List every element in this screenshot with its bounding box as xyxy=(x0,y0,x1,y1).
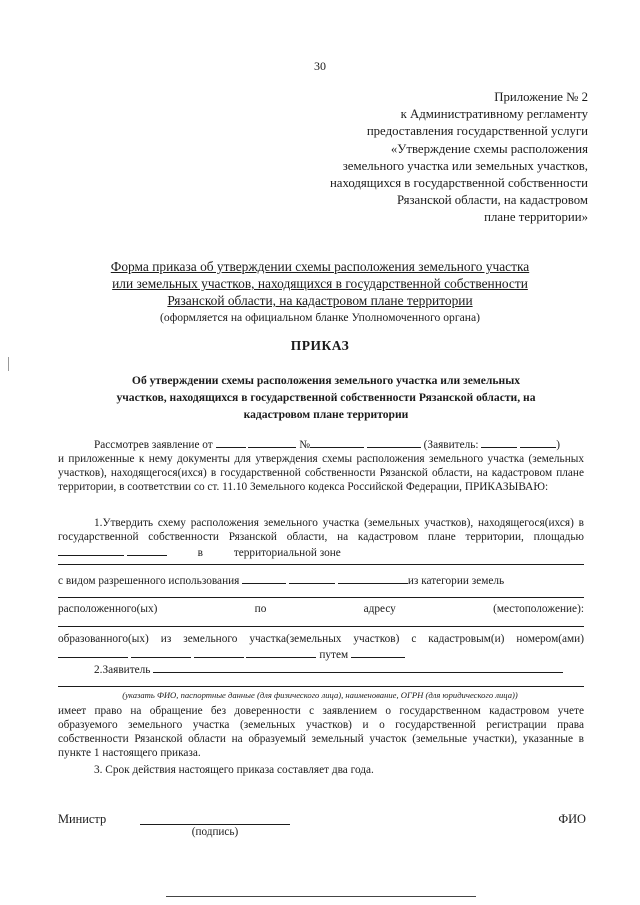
considered-label: Рассмотрев заявление от xyxy=(94,439,213,451)
approve-text: 1.Утвердить схему расположения земельного участка (земельных участков), находящегося(ихся) в государственной собственности Рязанской области, на кадастровом плане территории, площадью xyxy=(58,517,584,543)
paragraph-considered xyxy=(58,437,584,495)
applicant-name-blank xyxy=(153,662,563,673)
applicant-label: 2.Заявитель xyxy=(94,664,151,676)
category-blank-line xyxy=(58,597,584,598)
heading-line: кадастровом плане территории xyxy=(243,407,409,421)
applicant-blank xyxy=(481,437,517,448)
address-label: адресу xyxy=(363,603,396,615)
form-title-line: или земельных участков, находящихся в государственной собственности xyxy=(112,276,528,291)
path-blank xyxy=(351,647,405,658)
applicant-label: (Заявитель: xyxy=(423,439,479,451)
area-blank xyxy=(58,545,124,556)
cadastral-blank-2 xyxy=(131,647,191,658)
paragraph-line xyxy=(58,662,584,678)
date-blank xyxy=(248,437,296,448)
form-title-line: Рязанской области, на кадастровом плане территории xyxy=(167,293,473,308)
cadastral-blank-3 xyxy=(194,647,244,658)
applicant-caption: (указать ФИО, паспортные данные (для физического лица), наименование, ОГРН (для юридического лица)) xyxy=(122,690,518,700)
area-blank-2 xyxy=(127,545,167,556)
signer-title: Министр xyxy=(58,812,107,826)
zone-blank-line xyxy=(58,564,584,565)
signature-caption: (подпись) xyxy=(191,826,239,838)
number-blank-2 xyxy=(367,437,421,448)
in-word: в xyxy=(197,546,203,559)
usage-blank-2 xyxy=(289,573,335,584)
appendix-line: Приложение № 2 xyxy=(494,90,588,104)
form-title xyxy=(0,258,640,326)
paragraph-usage xyxy=(58,573,584,598)
paragraph-text xyxy=(58,517,584,561)
appendix-line: к Административному регламенту xyxy=(400,107,588,122)
appendix-line: предоставления государственной услуги xyxy=(366,124,588,139)
paragraph-location xyxy=(58,603,584,617)
located-label: расположенного(ых) xyxy=(58,603,158,615)
scan-edge-line xyxy=(166,896,476,897)
address-blank-line xyxy=(58,626,584,627)
order-heading xyxy=(82,373,570,423)
scan-margin-mark xyxy=(8,357,9,371)
form-title-note: (оформляется на официальном бланке Уполномоченного органа) xyxy=(160,311,480,324)
number-blank xyxy=(310,437,364,448)
page-number: 30 xyxy=(314,59,326,73)
signer-name: ФИО xyxy=(558,812,586,826)
location-label: (местоположение): xyxy=(493,603,584,615)
paragraph-term: 3. Срок действия настоящего приказа составляет два года. xyxy=(94,764,374,776)
heading-line: участков, находящихся в государственной собственности Рязанской области, на xyxy=(116,390,536,404)
category-label: из категории земель xyxy=(407,575,505,587)
paragraph-line xyxy=(58,437,584,453)
applicant-blank-line xyxy=(58,686,584,687)
date-day-blank xyxy=(216,437,246,448)
appendix-header xyxy=(330,89,588,227)
paragraph-text: и приложенные к нему документы для утверждения схемы расположения земельного участка (земельных участков), находящегося(ихся) в государственной собственности Рязанской области, на кадастровом плане территории, в соответствии со ст. 11.10 Земельного кодекса Российской Федерации, ПРИКАЗЫВАЮ: xyxy=(58,452,584,493)
by-label: по xyxy=(254,603,267,615)
paragraph-approve xyxy=(58,517,584,565)
appendix-line: земельного участка или земельных участков, xyxy=(342,158,588,173)
signature-line xyxy=(140,824,290,825)
paragraph-applicant xyxy=(58,662,584,687)
applicant-blank-2 xyxy=(520,437,556,448)
close-paren: ) xyxy=(556,439,560,451)
path-label: путем xyxy=(319,648,349,661)
paragraph-formed xyxy=(58,633,584,663)
usage-blank-3 xyxy=(338,573,408,584)
number-sign: № xyxy=(299,439,311,451)
heading-line: Об утверждении схемы расположения земельного участка или земельных xyxy=(131,374,521,387)
appendix-line: «Утверждение схемы расположения xyxy=(390,141,588,156)
paragraph-text xyxy=(58,633,584,663)
formed-text: образованного(ых) из земельного участка(земельных участков) с кадастровым(и) номером(ами) xyxy=(58,633,584,645)
usage-blank xyxy=(242,573,286,584)
cadastral-blank xyxy=(58,647,128,658)
cadastral-blank-4 xyxy=(246,647,316,658)
appendix-line: плане территории» xyxy=(484,210,588,225)
document-type: ПРИКАЗ xyxy=(290,338,350,353)
appendix-line: Рязанской области, на кадастровом xyxy=(396,193,588,208)
paragraph-rights: имеет право на обращение без доверенности с заявлением о государственном кадастровом учете образуемого земельного участка (земельных участков) и о государственной регистрации права собственности Рязанской области на образуемый земельный участок (земельные участки), указанные в пункте 1 настоящего приказа. xyxy=(58,705,584,759)
form-title-line: Форма приказа об утверждении схемы расположения земельного участка xyxy=(110,259,530,274)
appendix-line: находящихся в государственной собственности xyxy=(329,176,588,191)
zone-label: территориальной зоне xyxy=(233,546,341,559)
usage-label: с видом разрешенного использования xyxy=(58,575,240,587)
